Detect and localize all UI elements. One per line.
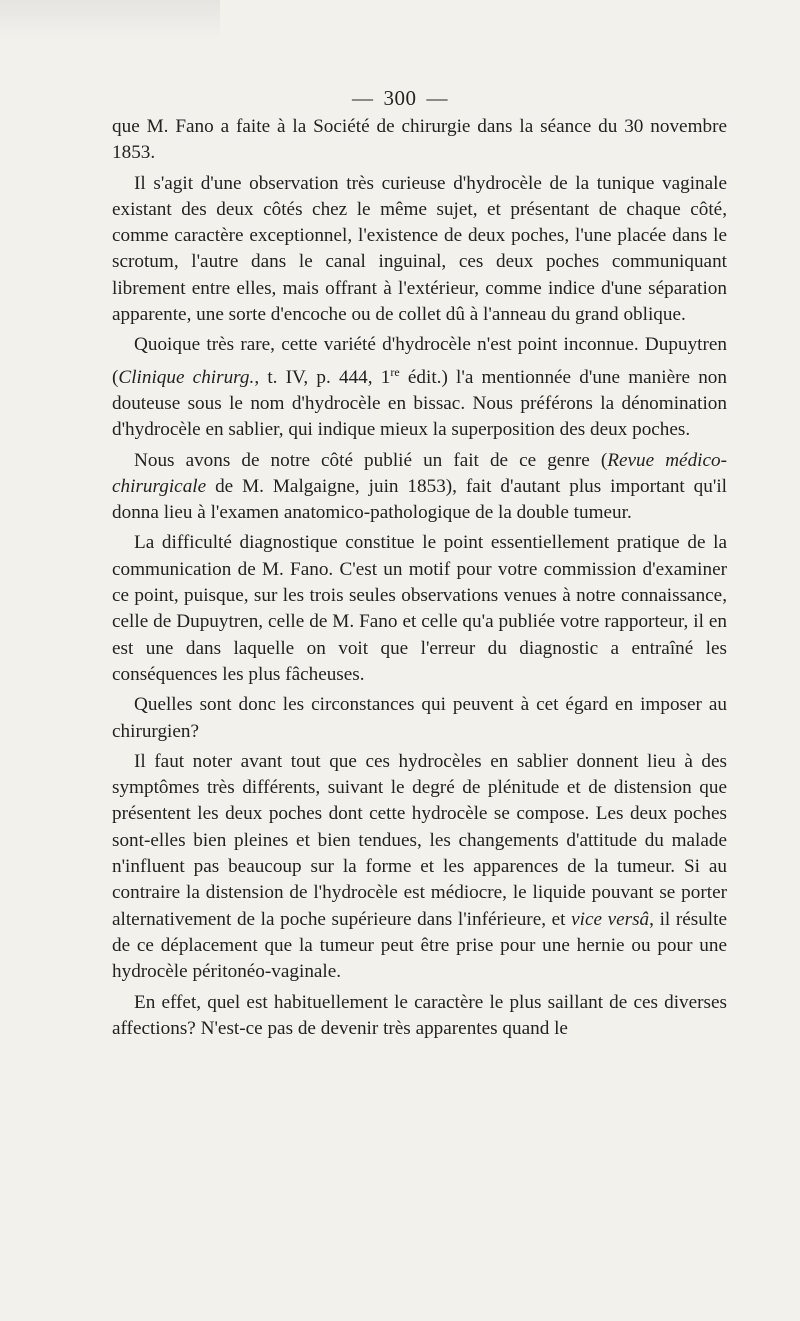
scan-smudge xyxy=(0,0,220,40)
paragraph-4-text-c: de M. Malgaigne, juin 1853), fait d'autant plus important qu'il donna lieu à l'examen anatomico-pathologique de la double tumeur. xyxy=(112,475,727,524)
paragraph-8: En effet, quel est habituellement le caractère le plus saillant de ces diverses affections? N'est-ce pas de devenir très apparentes quand le xyxy=(112,991,727,1039)
paragraph-3-text-a: Quoique très rare, cette variété d'hydrocèle n'est point inconnue. Dupuytren ( xyxy=(112,334,727,388)
header-dash-right: — xyxy=(426,86,448,110)
paragraph-3-text-d: édit.) l'a mentionnée d'une manière non douteuse sous le nom d'hydrocèle en bissac. Nous préférons la dénomination d'hydrocèle en sablier, qui indique mieux la superposition des deux poches. xyxy=(112,366,727,441)
paragraph-4 xyxy=(112,448,727,527)
paragraph-6: Quelles sont donc les circonstances qui peuvent à cet égard en imposer au chirurgien? xyxy=(112,694,727,742)
paragraph-7-text-c: , il résulte de ce déplacement que la tumeur peut être prise pour une hernie ou pour une hydrocèle péritonéo-vaginale. xyxy=(112,908,727,983)
paragraph-3-citation: Clinique chirurg. xyxy=(118,366,255,388)
paragraph-7-emphasis: vice versâ xyxy=(571,908,650,930)
paragraph-2: Il s'agit d'une observation très curieuse d'hydrocèle de la tunique vaginale existant des deux côtés chez le même sujet, et présentant de chaque côté, comme caractère exceptionnel, l'existence de deux poches, l'une placée dans le scrotum, l'autre dans le canal inguinal, ces deux poches communiquant librement entre elles, mais offrant à l'extérieur, comme indice d'une séparation apparente, une sorte d'encoche ou de collet dû à l'anneau du grand oblique. xyxy=(112,172,727,326)
body-text xyxy=(112,114,727,1046)
paragraph-3-superscript: re xyxy=(390,364,400,379)
header-dash-left: — xyxy=(352,86,374,110)
paragraph-3-text-c: , t. IV, p. 444, 1 xyxy=(254,366,391,388)
paragraph-7-text-a: Il faut noter avant tout que ces hydrocèles en sablier donnent lieu à des symptômes très différents, suivant le degré de plénitude et de distension que présentent les deux poches dont cette hydrocèle se compose. Les deux poches sont-elles bien pleines et bien tendues, les changements d'attitude du malade n'influent pas beaucoup sur la forme et les apparences de la tumeur. Si au contraire la distension de l'hydrocèle est médiocre, le liquide pouvant se porter alternativement de la poche supérieure dans l'inférieure, et xyxy=(112,750,727,930)
page-number: 300 xyxy=(383,86,417,110)
page-header xyxy=(0,86,800,111)
paragraph-1: que M. Fano a faite à la Société de chirurgie dans la séance du 30 novembre 1853. xyxy=(112,116,727,164)
paragraph-4-citation: Revue médico-chirurgicale xyxy=(112,449,728,497)
paragraph-3 xyxy=(112,332,727,443)
paragraph-4-text-a: Nous avons de notre côté publié un fait de ce genre ( xyxy=(134,449,608,471)
paragraph-5: La difficulté diagnostique constitue le point essentiellement pratique de la communication de M. Fano. C'est un motif pour votre commission d'examiner ce point, puisque, sur les trois seules observations venues à notre connaissance, celle de Dupuytren, celle de M. Fano et celle qu'a publiée votre rapporteur, il en est une dans laquelle on voit que l'erreur du diagnostic a entraîné les conséquences les plus fâcheuses. xyxy=(112,532,727,685)
paragraph-7 xyxy=(112,749,727,986)
